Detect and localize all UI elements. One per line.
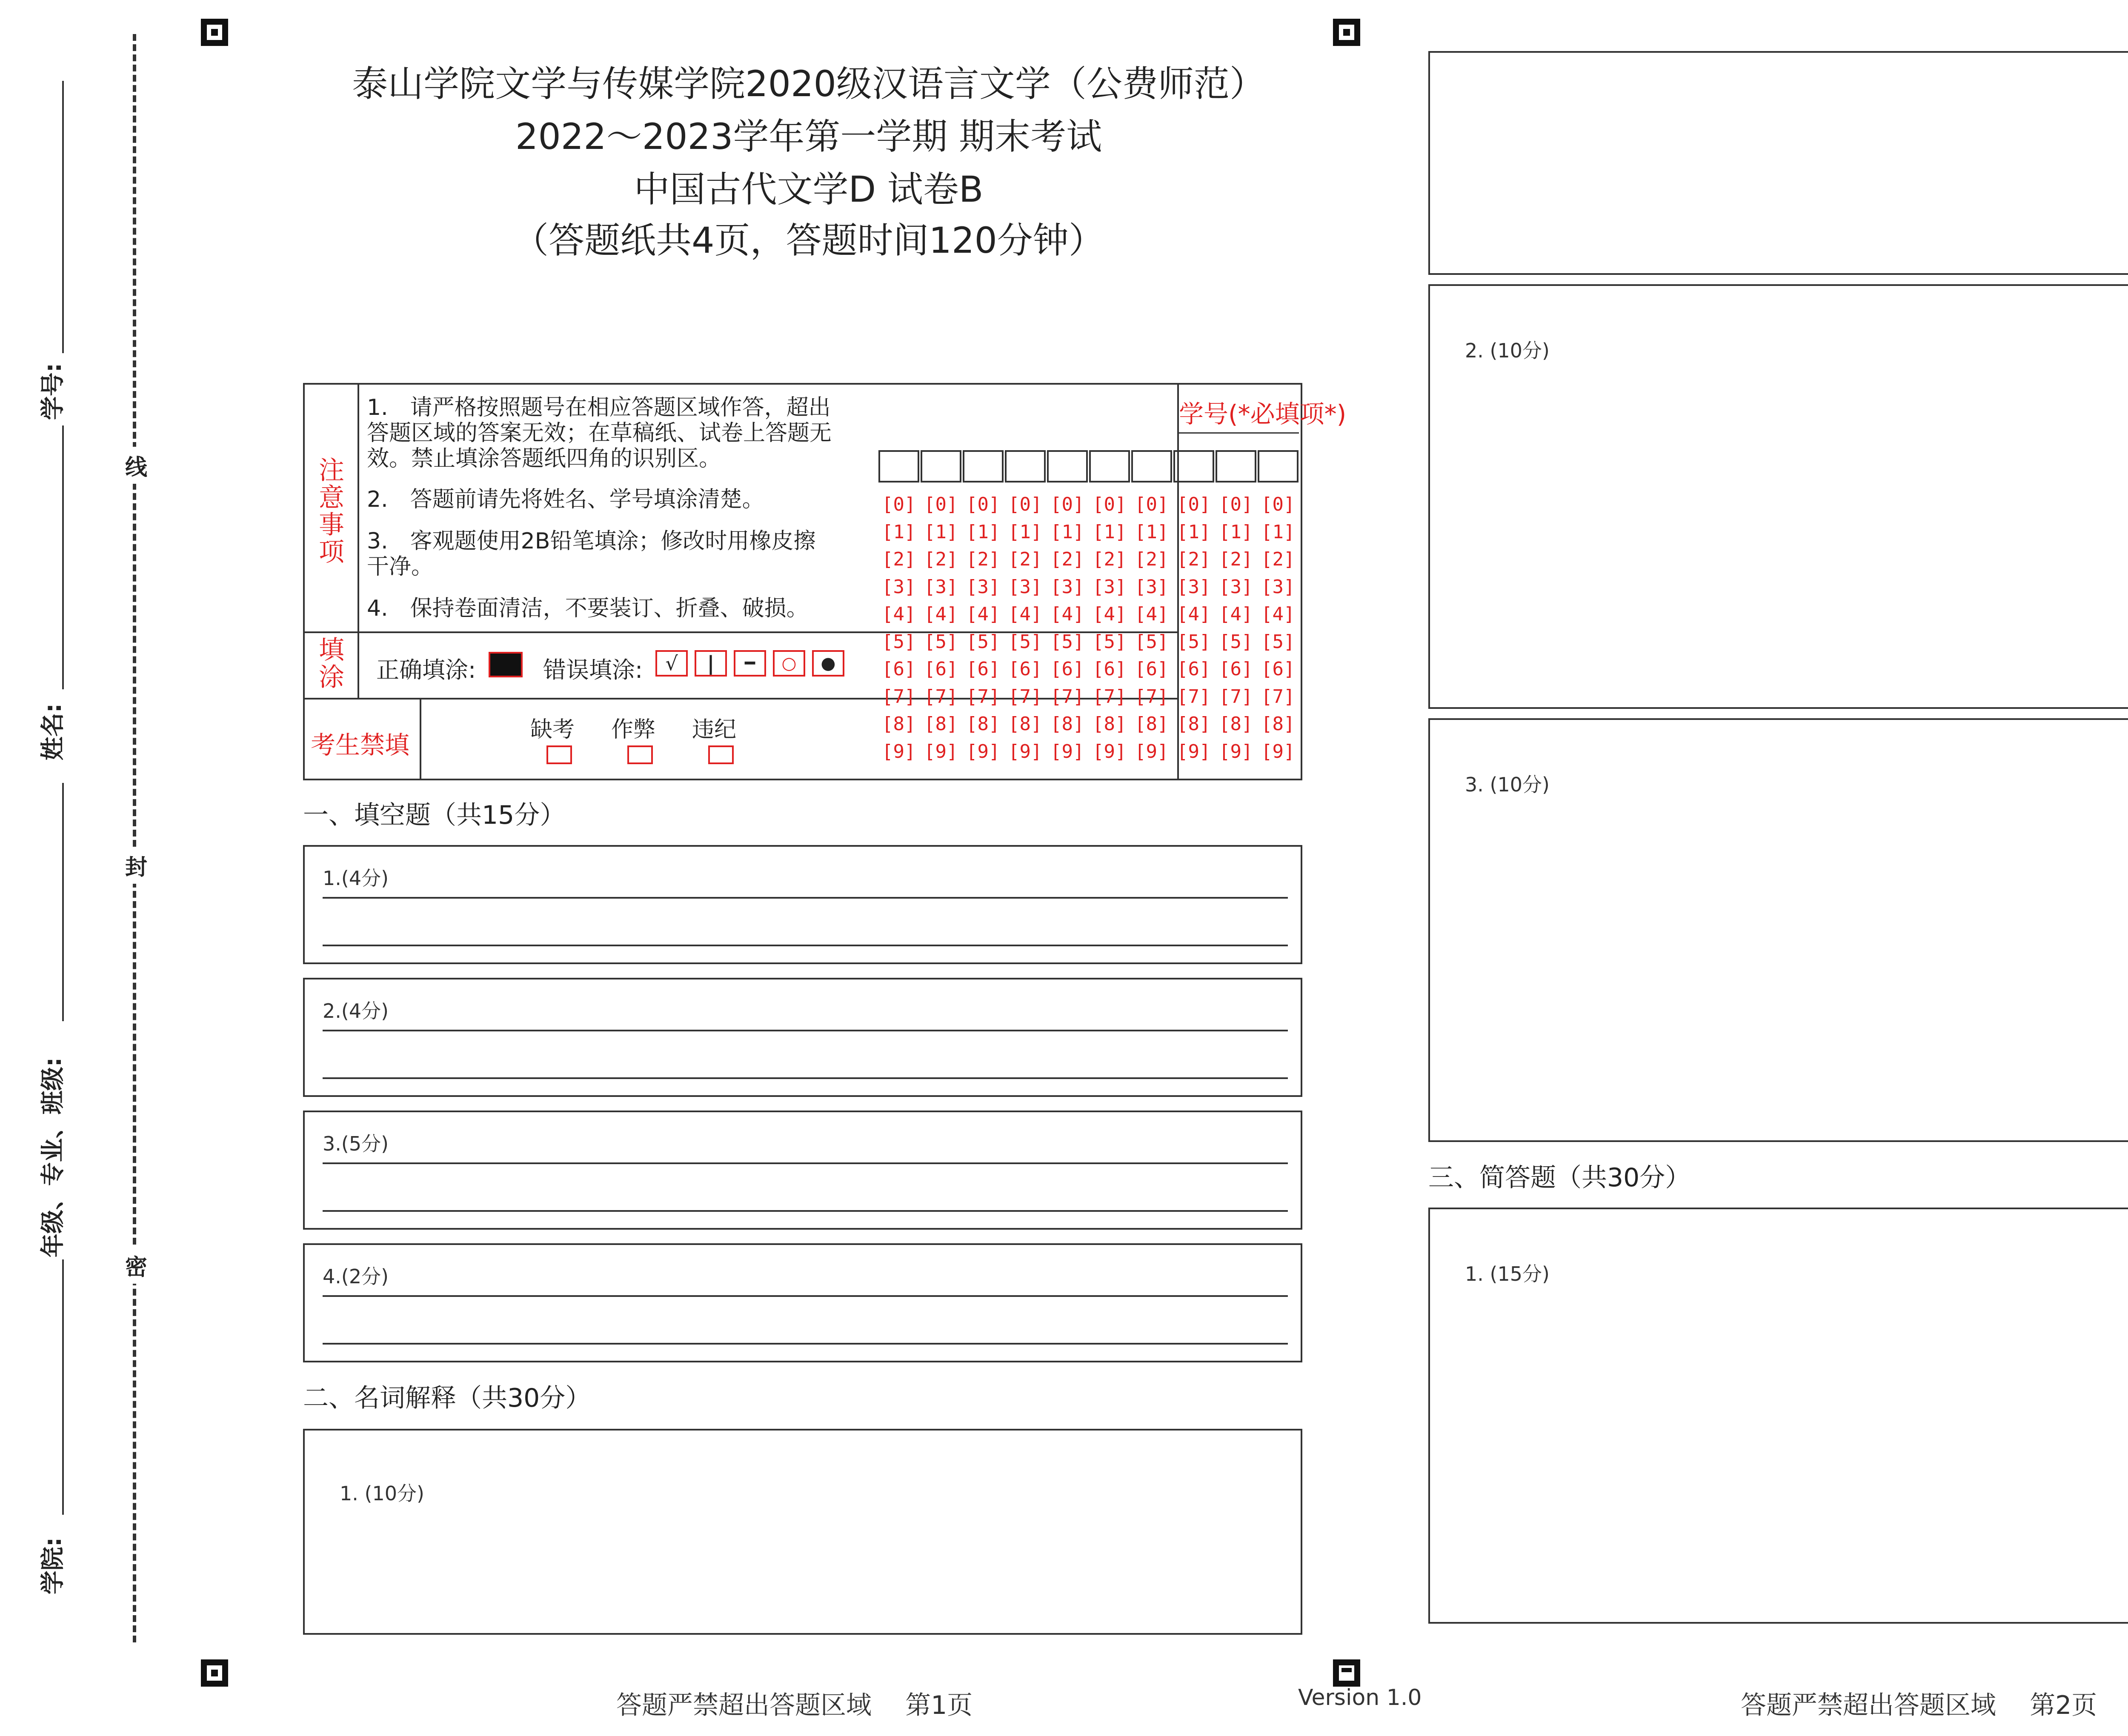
fill-question-3-line1 bbox=[323, 1162, 1288, 1164]
student-id-cell[interactable] bbox=[921, 450, 961, 483]
student-id-bubble[interactable]: [4] bbox=[1135, 603, 1169, 625]
student-id-bubble[interactable]: [1] bbox=[882, 521, 916, 543]
student-id-bubble[interactable]: [4] bbox=[1219, 603, 1253, 625]
student-id-bubble[interactable]: [2] bbox=[966, 548, 1000, 570]
student-id-bubble[interactable]: [6] bbox=[1008, 658, 1042, 680]
student-id-bubble[interactable]: [9] bbox=[1008, 740, 1042, 762]
correct-fill-sample bbox=[489, 652, 523, 677]
student-id-bubble[interactable]: [2] bbox=[1177, 548, 1211, 570]
student-id-bubble[interactable]: [1] bbox=[1219, 521, 1253, 543]
divider-v-forbid-title bbox=[420, 698, 421, 779]
student-id-bubble[interactable]: [0] bbox=[1219, 494, 1253, 515]
student-id-bubble[interactable]: [5] bbox=[1177, 631, 1211, 653]
student-id-bubble[interactable]: [2] bbox=[1050, 548, 1084, 570]
student-id-bubble[interactable]: [3] bbox=[1261, 576, 1295, 598]
page2-continuation-box[interactable] bbox=[1428, 51, 2128, 275]
student-id-bubble[interactable]: [8] bbox=[882, 713, 916, 735]
student-id-bubble[interactable]: [8] bbox=[1135, 713, 1169, 735]
fill-question-4-label: 4.(2分) bbox=[323, 1265, 389, 1288]
student-id-bubble[interactable]: [2] bbox=[1093, 548, 1127, 570]
student-id-bubble[interactable]: [0] bbox=[1093, 494, 1127, 515]
student-id-cell[interactable] bbox=[1216, 450, 1256, 483]
page1-footer: 答题严禁超出答题区域 第1页 bbox=[616, 1690, 973, 1720]
student-id-bubble[interactable]: [0] bbox=[1135, 494, 1169, 515]
correct-fill-label: 正确填涂: bbox=[376, 657, 476, 683]
binding-cut-line bbox=[133, 34, 136, 1642]
student-id-bubble[interactable]: [0] bbox=[1008, 494, 1042, 515]
student-id-bubble[interactable]: [5] bbox=[966, 631, 1000, 653]
version-label: Version 1.0 bbox=[1298, 1685, 1422, 1710]
student-id-bubble[interactable]: [9] bbox=[1261, 740, 1295, 762]
term-question-1-box[interactable] bbox=[303, 1429, 1302, 1635]
student-id-underline bbox=[1179, 432, 1299, 434]
student-id-bubble[interactable]: [5] bbox=[1219, 631, 1253, 653]
notice-item-4: 4. 保持卷面清洁，不要装订、折叠、破损。 bbox=[367, 596, 809, 621]
wrong-fill-sample-1: √ bbox=[655, 650, 688, 677]
notice-item-3: 3. 客观题使用2B铅笔填涂；修改时用橡皮擦干净。 bbox=[367, 528, 816, 580]
fill-title: 填涂 bbox=[319, 635, 344, 692]
student-id-bubble[interactable]: [5] bbox=[1261, 631, 1295, 653]
student-id-bubble[interactable]: [6] bbox=[924, 658, 958, 680]
student-id-bubble[interactable]: [4] bbox=[1177, 603, 1211, 625]
student-id-bubble[interactable]: [6] bbox=[966, 658, 1000, 680]
student-id-bubble[interactable]: [2] bbox=[1261, 548, 1295, 570]
student-id-bubble[interactable]: [7] bbox=[924, 685, 958, 708]
section3-title: 三、简答题（共30分） bbox=[1428, 1163, 1691, 1193]
student-id-bubble[interactable]: [7] bbox=[966, 685, 1000, 708]
student-id-bubble[interactable]: [3] bbox=[1050, 576, 1084, 598]
notice-item-1: 1. 请严格按照题号在相应答题区域作答，超出答题区域的答案无效；在草稿纸、试卷上答题无效。禁止填涂答题纸四角的识别区。 bbox=[367, 395, 832, 471]
fill-question-2-label: 2.(4分) bbox=[323, 999, 389, 1022]
wrong-fill-sample-4: ○ bbox=[773, 650, 805, 677]
student-id-bubble[interactable]: [6] bbox=[1135, 658, 1169, 680]
fill-question-1-line2 bbox=[323, 945, 1288, 946]
student-id-cell[interactable] bbox=[1131, 450, 1172, 483]
exam-title-line4: （答题纸共4页，答题时间120分钟） bbox=[513, 220, 1104, 261]
xuehao-line bbox=[62, 81, 64, 353]
student-id-bubble[interactable]: [0] bbox=[1177, 494, 1211, 515]
student-id-bubble[interactable]: [5] bbox=[882, 631, 916, 653]
student-id-bubble[interactable]: [9] bbox=[1135, 740, 1169, 762]
student-id-bubble[interactable]: [1] bbox=[966, 521, 1000, 543]
fill-question-3-label: 3.(5分) bbox=[323, 1132, 389, 1155]
student-id-bubble[interactable]: [8] bbox=[1219, 713, 1253, 735]
exam-title-line2: 2022～2023学年第一学期 期末考试 bbox=[515, 116, 1102, 157]
fill-question-1-box[interactable] bbox=[303, 845, 1302, 964]
student-id-cell[interactable] bbox=[1047, 450, 1088, 483]
student-id-bubble[interactable]: [0] bbox=[924, 494, 958, 515]
student-id-bubble[interactable]: [5] bbox=[1135, 631, 1169, 653]
student-id-bubble[interactable]: [6] bbox=[882, 658, 916, 680]
student-id-bubble[interactable]: [9] bbox=[1177, 740, 1211, 762]
student-id-bubble[interactable]: [3] bbox=[924, 576, 958, 598]
label-xingming: 姓名: bbox=[39, 703, 67, 761]
label-xuehao: 学号: bbox=[39, 363, 67, 420]
cut-label-feng: 封 bbox=[125, 847, 147, 884]
student-id-bubble[interactable]: [7] bbox=[882, 685, 916, 708]
fill-question-4-line1 bbox=[323, 1295, 1288, 1297]
student-id-bubble[interactable]: [8] bbox=[1093, 713, 1127, 735]
forbid-item-violation-box[interactable] bbox=[708, 745, 734, 764]
student-id-bubble[interactable]: [7] bbox=[1093, 685, 1127, 708]
term-question-1-label: 1. (10分) bbox=[340, 1482, 424, 1505]
student-id-cell[interactable] bbox=[1089, 450, 1130, 483]
banji-line bbox=[62, 783, 64, 1021]
forbid-item-violation-label: 违纪 bbox=[692, 717, 737, 742]
student-id-bubble[interactable]: [3] bbox=[1219, 576, 1253, 598]
student-id-bubble[interactable]: [5] bbox=[1050, 631, 1084, 653]
student-id-bubble[interactable]: [5] bbox=[1093, 631, 1127, 653]
student-id-bubble[interactable]: [9] bbox=[1093, 740, 1127, 762]
student-id-bubble[interactable]: [7] bbox=[1261, 685, 1295, 708]
student-id-bubble[interactable]: [6] bbox=[1050, 658, 1084, 680]
student-id-cell[interactable] bbox=[878, 450, 919, 483]
cut-label-xian: 线 bbox=[125, 447, 147, 484]
student-id-bubble[interactable]: [1] bbox=[1093, 521, 1127, 543]
student-id-cell[interactable] bbox=[1005, 450, 1046, 483]
fill-question-2-line1 bbox=[323, 1030, 1288, 1031]
student-id-bubble[interactable]: [7] bbox=[1050, 685, 1084, 708]
label-xueyuan: 学院: bbox=[39, 1537, 67, 1595]
student-id-cell[interactable] bbox=[963, 450, 1004, 483]
student-id-bubble[interactable]: [9] bbox=[1219, 740, 1253, 762]
fill-question-1-line1 bbox=[323, 897, 1288, 899]
corner-mark-top-center bbox=[1333, 19, 1360, 46]
student-id-bubble[interactable]: [5] bbox=[1008, 631, 1042, 653]
student-id-bubble[interactable]: [2] bbox=[924, 548, 958, 570]
student-id-bubble[interactable]: [7] bbox=[1008, 685, 1042, 708]
student-id-bubble[interactable]: [4] bbox=[924, 603, 958, 625]
notice-item-2: 2. 答题前请先将姓名、学号填涂清楚。 bbox=[367, 487, 764, 512]
student-id-bubble[interactable]: [7] bbox=[1177, 685, 1211, 708]
student-id-bubble[interactable]: [1] bbox=[924, 521, 958, 543]
student-id-bubble[interactable]: [3] bbox=[966, 576, 1000, 598]
xingming-line bbox=[62, 425, 64, 689]
fill-question-3-line2 bbox=[323, 1210, 1288, 1212]
student-id-bubble[interactable]: [1] bbox=[1050, 521, 1084, 543]
exam-title-line3: 中国古代文学D 试卷B bbox=[634, 168, 984, 210]
notice-title: 注意事项 bbox=[319, 456, 344, 567]
student-id-bubble[interactable]: [3] bbox=[1135, 576, 1169, 598]
wrong-fill-sample-2: | bbox=[695, 650, 727, 677]
term-question-3-label: 3. (10分) bbox=[1465, 773, 1550, 796]
forbid-item-absent-label: 缺考 bbox=[530, 717, 575, 742]
forbid-item-cheat-label: 作弊 bbox=[611, 717, 656, 742]
student-id-bubble[interactable]: [4] bbox=[1093, 603, 1127, 625]
student-id-bubble[interactable]: [2] bbox=[1219, 548, 1253, 570]
student-id-bubble[interactable]: [7] bbox=[1219, 685, 1253, 708]
short-question-1-label: 1. (15分) bbox=[1465, 1262, 1550, 1285]
forbid-title: 考生禁填 bbox=[311, 731, 410, 760]
corner-mark-bottom-left bbox=[201, 1659, 228, 1687]
forbid-item-cheat-box[interactable] bbox=[627, 745, 653, 764]
fill-question-2-line2 bbox=[323, 1077, 1288, 1079]
fill-question-4-line2 bbox=[323, 1343, 1288, 1345]
fill-question-2-box[interactable] bbox=[303, 978, 1302, 1097]
divider-h-forbid bbox=[305, 698, 1177, 700]
page2-footer: 答题严禁超出答题区域 第2页 bbox=[1741, 1690, 2097, 1720]
student-id-bubble[interactable]: [0] bbox=[882, 494, 916, 515]
student-id-bubble[interactable]: [4] bbox=[1008, 603, 1042, 625]
wrong-fill-label: 错误填涂: bbox=[543, 657, 643, 683]
student-id-bubble[interactable]: [4] bbox=[1261, 603, 1295, 625]
forbid-item-absent-box[interactable] bbox=[546, 745, 572, 764]
fill-question-4-box[interactable] bbox=[303, 1243, 1302, 1362]
student-id-bubble[interactable]: [4] bbox=[1050, 603, 1084, 625]
student-id-bubble[interactable]: [3] bbox=[1008, 576, 1042, 598]
student-id-bubble[interactable]: [3] bbox=[882, 576, 916, 598]
label-banji: 年级、专业、班级: bbox=[39, 1057, 67, 1258]
cut-label-mi: 密 bbox=[125, 1247, 147, 1284]
student-id-bubble[interactable]: [8] bbox=[1177, 713, 1211, 735]
student-id-bubble[interactable]: [1] bbox=[1008, 521, 1042, 543]
divider-v-notice-title bbox=[358, 385, 359, 698]
banji-line-lower bbox=[62, 1259, 64, 1515]
student-id-bubble[interactable]: [2] bbox=[1135, 548, 1169, 570]
student-id-bubble[interactable]: [6] bbox=[1261, 658, 1295, 680]
section1-title: 一、填空题（共15分） bbox=[303, 800, 566, 830]
student-id-bubble[interactable]: [0] bbox=[1050, 494, 1084, 515]
student-id-bubble[interactable]: [9] bbox=[1050, 740, 1084, 762]
corner-mark-top-left bbox=[201, 19, 228, 46]
student-id-bubble[interactable]: [1] bbox=[1261, 521, 1295, 543]
student-id-bubble[interactable]: [8] bbox=[1261, 713, 1295, 735]
student-id-bubble[interactable]: [2] bbox=[1008, 548, 1042, 570]
student-id-bubble[interactable]: [4] bbox=[966, 603, 1000, 625]
student-id-bubble[interactable]: [3] bbox=[1177, 576, 1211, 598]
student-id-bubble[interactable]: [1] bbox=[1135, 521, 1169, 543]
corner-mark-bottom-center bbox=[1333, 1659, 1360, 1687]
student-id-bubble[interactable]: [3] bbox=[1093, 576, 1127, 598]
student-id-bubble[interactable]: [8] bbox=[1008, 713, 1042, 735]
student-id-bubble[interactable]: [0] bbox=[1261, 494, 1295, 515]
student-id-bubble[interactable]: [9] bbox=[924, 740, 958, 762]
divider-h-fill bbox=[305, 631, 1177, 633]
fill-question-1-label: 1.(4分) bbox=[323, 867, 389, 890]
wrong-fill-sample-5: ● bbox=[812, 650, 844, 677]
student-id-bubble[interactable]: [9] bbox=[966, 740, 1000, 762]
student-id-cell[interactable] bbox=[1258, 450, 1299, 483]
student-id-bubble[interactable]: [6] bbox=[1177, 658, 1211, 680]
student-id-bubble[interactable]: [6] bbox=[1093, 658, 1127, 680]
student-id-bubble[interactable]: [7] bbox=[1135, 685, 1169, 708]
student-id-cell[interactable] bbox=[1173, 450, 1214, 483]
student-id-bubble[interactable]: [9] bbox=[882, 740, 916, 762]
student-id-bubble[interactable]: [4] bbox=[882, 603, 916, 625]
student-id-bubble[interactable]: [8] bbox=[1050, 713, 1084, 735]
fill-question-3-box[interactable] bbox=[303, 1111, 1302, 1230]
section2-title: 二、名词解释（共30分） bbox=[303, 1383, 591, 1413]
student-id-bubble[interactable]: [8] bbox=[966, 713, 1000, 735]
student-id-title: 学号(*必填项*) bbox=[1179, 400, 1347, 428]
student-id-bubble[interactable]: [1] bbox=[1177, 521, 1211, 543]
student-id-bubble[interactable]: [5] bbox=[924, 631, 958, 653]
exam-title-line1: 泰山学院文学与传媒学院2020级汉语言文学（公费师范） bbox=[352, 63, 1265, 105]
student-id-bubble[interactable]: [6] bbox=[1219, 658, 1253, 680]
student-id-bubble[interactable]: [2] bbox=[882, 548, 916, 570]
term-question-2-label: 2. (10分) bbox=[1465, 339, 1550, 362]
wrong-fill-sample-3: ━ bbox=[734, 650, 766, 677]
student-id-bubble[interactable]: [8] bbox=[924, 713, 958, 735]
student-id-bubble[interactable]: [0] bbox=[966, 494, 1000, 515]
